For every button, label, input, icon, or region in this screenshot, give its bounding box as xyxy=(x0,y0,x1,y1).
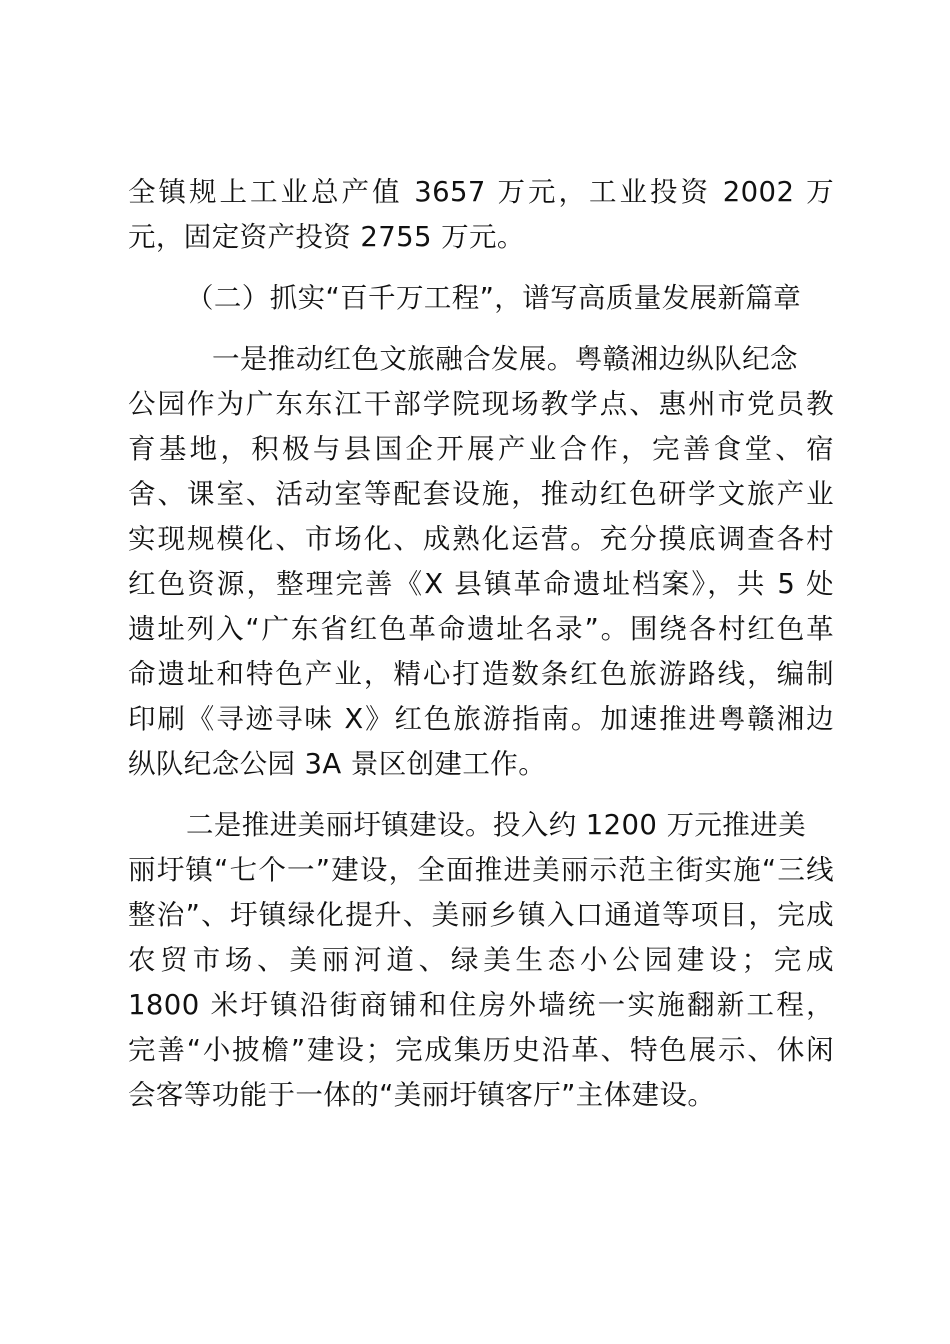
paragraph-line: 舍、课室、活动室等配套设施，推动红色研学文旅产业 xyxy=(128,478,834,510)
paragraph-line: 完善“小披檐”建设；完成集历史沿革、特色展示、休闲 xyxy=(128,1034,834,1066)
paragraph-line: 丽圩镇“七个一”建设，全面推进美丽示范主街实施“三线 xyxy=(128,854,834,886)
paragraph-line: 红色资源，整理完善《X 县镇革命遗址档案》，共 5 处 xyxy=(128,568,834,600)
paragraph-line: 遗址列入“广东省红色革命遗址名录”。围绕各村红色革 xyxy=(128,613,834,645)
paragraph-line: 二是推进美丽圩镇建设。投入约 1200 万元推进美 xyxy=(186,809,806,841)
section-heading: （二）抓实“百千万工程”，谱写高质量发展新篇章 xyxy=(186,282,802,314)
paragraph-line: 育基地，积极与县国企开展产业合作，完善食堂、宿 xyxy=(128,433,834,465)
paragraph-line: 一是推动红色文旅融合发展。粤赣湘边纵队纪念 xyxy=(212,343,798,375)
paragraph-line: 印刷《寻迹寻味 X》红色旅游指南。加速推进粤赣湘边 xyxy=(128,703,834,735)
paragraph-line: 全镇规上工业总产值 3657 万元，工业投资 2002 万 xyxy=(128,176,834,208)
paragraph-line: 会客等功能于一体的“美丽圩镇客厅”主体建设。 xyxy=(128,1079,716,1111)
paragraph-line: 整治”、圩镇绿化提升、美丽乡镇入口通道等项目，完成 xyxy=(128,899,834,931)
paragraph-line: 公园作为广东东江干部学院现场教学点、惠州市党员教 xyxy=(128,388,834,420)
paragraph-line: 元，固定资产投资 2755 万元。 xyxy=(128,221,525,253)
paragraph-line: 纵队纪念公园 3A 景区创建工作。 xyxy=(128,748,547,780)
paragraph-line: 农贸市场、美丽河道、绿美生态小公园建设；完成 xyxy=(128,944,834,976)
paragraph-line: 命遗址和特色产业，精心打造数条红色旅游路线，编制 xyxy=(128,658,834,690)
paragraph-line: 1800 米圩镇沿街商铺和住房外墙统一实施翻新工程， xyxy=(128,989,834,1021)
paragraph-line: 实现规模化、市场化、成熟化运营。充分摸底调查各村 xyxy=(128,523,834,555)
